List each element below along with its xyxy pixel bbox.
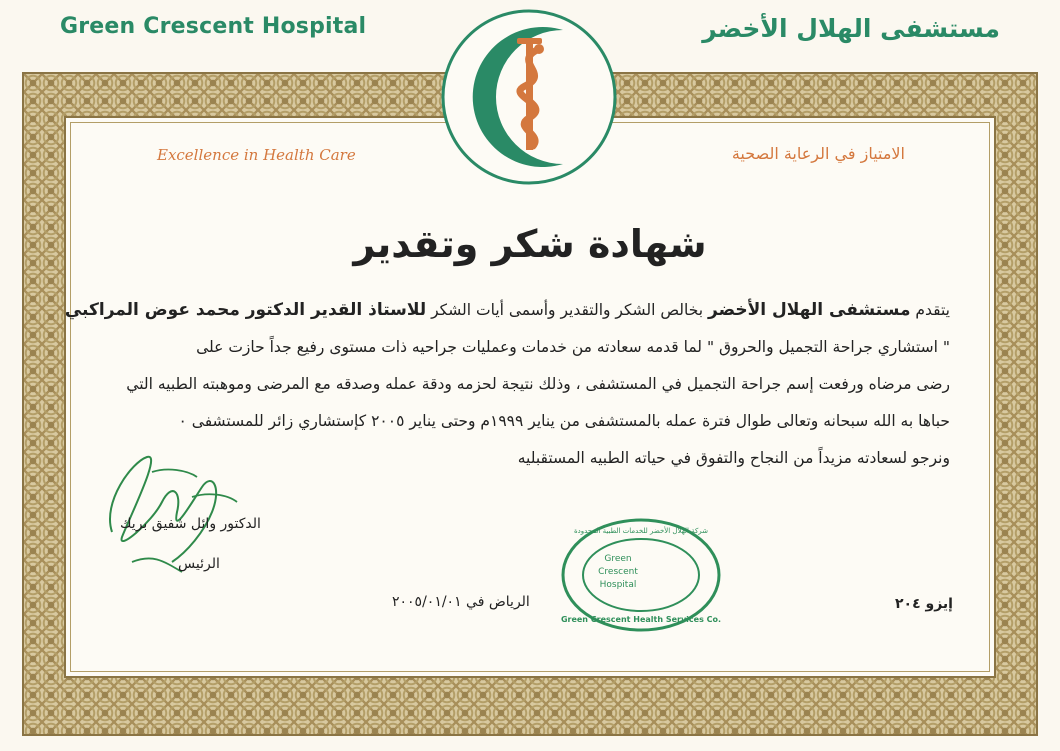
- crescent-caduceus-icon: [433, 0, 625, 198]
- official-stamp: [560, 516, 722, 634]
- hospital-name-ar: مستشفى الهلال الأخضر: [702, 14, 1000, 43]
- hospital-logo: [433, 0, 625, 198]
- text-line-1: [64, 292, 950, 329]
- text-line-3: رضى مرضاه ورفعت إسم جراحة التجميل في المستشفى ، وذلك نتيجة لحزمه ودقة عمله وصدقه مع المرضى وموهبته الطبيه التي: [126, 375, 950, 393]
- issue-date: الرياض في ٢٠٠٥/٠١/٠١: [392, 594, 530, 610]
- stamp-bottom-text: Green Crescent Health Services Co.: [560, 615, 722, 624]
- signer-name: الدكتور وائل شفيق بريك: [120, 516, 261, 532]
- hospital-name-en: Green Crescent Hospital: [60, 14, 367, 39]
- text-line-4: حباها به الله سبحانه وتعالى طوال فترة عمله بالمستشفى من يناير ١٩٩٩م وحتى يناير ٢٠٠٥ كإستشاري زائر للمستشفى ٠: [178, 412, 950, 430]
- iso-code: إيزو ٢٠٤: [895, 596, 953, 612]
- stamp-inner-text: Crescent: [598, 567, 638, 577]
- stamp-top-text: شركة الهلال الأخضر للخدمات الطبية المحدودة: [573, 527, 709, 535]
- stamp-inner-text: Hospital: [599, 580, 637, 590]
- motto-en: Excellence in Health Care: [157, 146, 356, 164]
- stamp-inner-text: Green: [604, 554, 632, 564]
- text-segment: بخالص الشكر والتقدير وأسمى أيات الشكر: [426, 301, 708, 319]
- text-segment: يتقدم: [910, 301, 950, 319]
- text-line-2: " استشاري جراحة التجميل والحروق " لما قدمه سعادته من خدمات وعمليات جراحيه ذات مستوى رفيع جداً حازت على: [196, 338, 950, 356]
- certificate-title: شهادة شكر وتقدير: [353, 222, 707, 266]
- signer-role: الرئيس: [178, 556, 220, 572]
- text-line-5: ونرجو لسعادته مزيداً من النجاح والتفوق في حياته الطبيه المستقبليه: [517, 449, 950, 467]
- hospital-name-inline: مستشفى الهلال الأخضر: [708, 300, 911, 320]
- motto-ar: الامتياز في الرعاية الصحية: [731, 144, 905, 163]
- honoree-name: للاستاذ القدير الدكتور محمد عوض المراكبي: [64, 300, 427, 320]
- stamp-crescent-icon: [647, 558, 664, 592]
